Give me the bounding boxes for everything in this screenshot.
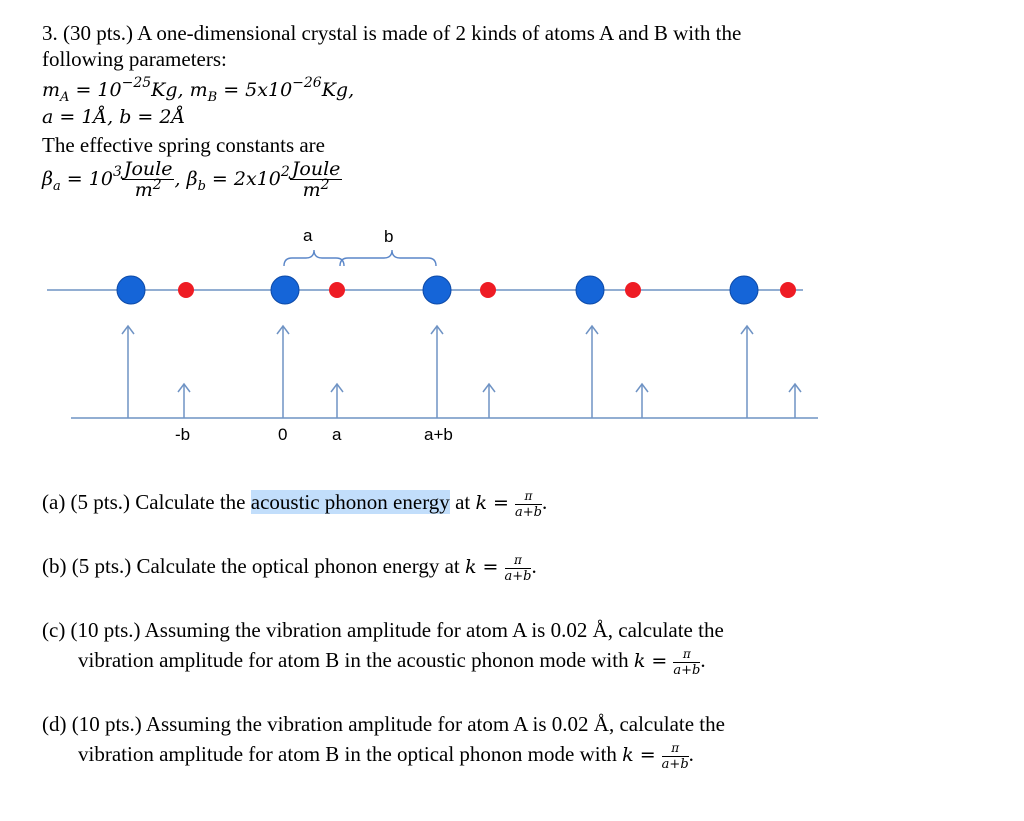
beta-a-symbol: β [42,168,53,190]
problem-heading: 3. (30 pts.) A one-dimensional crystal is made of 2 kinds of atoms A and B with the [42,21,742,45]
fraction-numerator: π [505,552,532,569]
period: . [531,554,537,578]
part-a-text: (a) (5 pts.) Calculate the [42,490,251,514]
part-c-line1: (c) (10 pts.) Assuming the vibration amplitude for atom A is 0.02 Å, calculate the [42,618,724,642]
unit-numerator: Joule [123,157,173,180]
atom-a [423,276,451,304]
beta-a-subscript: a [52,179,61,194]
highlighted-text[interactable]: acoustic phonon energy [250,490,450,514]
fraction-numerator: π [515,488,542,505]
part-b-text: (b) (5 pts.) Calculate the optical phonon energy at [42,554,465,578]
part-c-text: vibration amplitude for atom B in the acoustic phonon mode with [78,648,634,672]
fraction-denominator: a+b [673,662,701,678]
part-c-line2 [78,642,706,679]
period: . [688,742,694,766]
part-a [42,484,547,521]
unit-denominator-exp: 2 [152,176,162,193]
part-a-at: at [449,490,476,514]
k-fraction [505,552,532,585]
unit-denominator: m [302,178,321,201]
period: . [700,648,706,672]
mB-value: = 5x10 [217,79,293,101]
part-b [42,548,537,585]
beta-b-value: = 2x10 [205,168,281,190]
k-symbol: k = [464,556,505,578]
unit-numerator: Joule [291,157,341,180]
beta-b-subscript: b [197,179,206,194]
axis-label: -b [175,425,191,444]
atom-a [576,276,604,304]
mA-symbol: m [42,79,61,101]
fraction-denominator: a+b [661,756,689,772]
fraction-numerator: π [662,740,689,757]
springs-intro: The effective spring constants are [42,133,325,157]
mA-value: = 10 [69,79,122,101]
fraction-numerator: π [673,646,700,663]
atom-b [329,282,345,298]
k-symbol: k = [622,744,662,766]
beta-a-value: = 10 [60,168,113,190]
k-symbol: k = [475,492,515,514]
short-arrows [178,384,801,418]
mB-symbol: m [189,79,208,101]
unit-denominator: m [134,178,153,201]
k-fraction [673,646,700,679]
part-d-text: vibration amplitude for atom B in the optical phonon mode with [78,742,623,766]
spacing-parameters: a = 1Å, b = 2Å [42,106,186,128]
mA-subscript: A [60,90,70,105]
beta-a-exponent: 3 [112,164,122,180]
brace-a [284,250,344,266]
part-d-line1: (d) (10 pts.) Assuming the vibration amplitude for atom A is 0.02 Å, calculate the [42,712,725,736]
atom-b [480,282,496,298]
atom-a [117,276,145,304]
k-fraction [662,740,689,773]
k-symbol: k = [633,650,674,672]
brace-b-label: b [384,227,394,246]
axis-label: a [332,425,342,444]
period: . [541,490,548,514]
unit-denominator-exp: 2 [320,176,330,193]
axis-label: 0 [278,425,288,444]
atom-a [271,276,299,304]
atom-b [625,282,641,298]
atom-b [178,282,194,298]
fraction-denominator: a+b [514,504,542,520]
axis-label: a+b [424,425,453,444]
atom-a [730,276,758,304]
beta-b-symbol: , β [174,168,198,190]
part-d-line2 [78,736,694,773]
problem-heading-cont: following parameters: [42,47,227,71]
fraction-denominator: a+b [504,568,532,584]
mB-unit: Kg, [321,79,355,101]
mB-subscript: B [207,90,218,105]
atom-b [780,282,796,298]
mB-exponent: −26 [292,75,322,91]
mA-unit: Kg, [151,79,190,101]
brace-b [340,250,436,266]
k-fraction [515,488,542,521]
brace-a-label: a [303,226,313,245]
tall-arrows [122,326,753,418]
mA-exponent: −25 [121,75,152,91]
beta-b-exponent: 2 [280,164,290,180]
